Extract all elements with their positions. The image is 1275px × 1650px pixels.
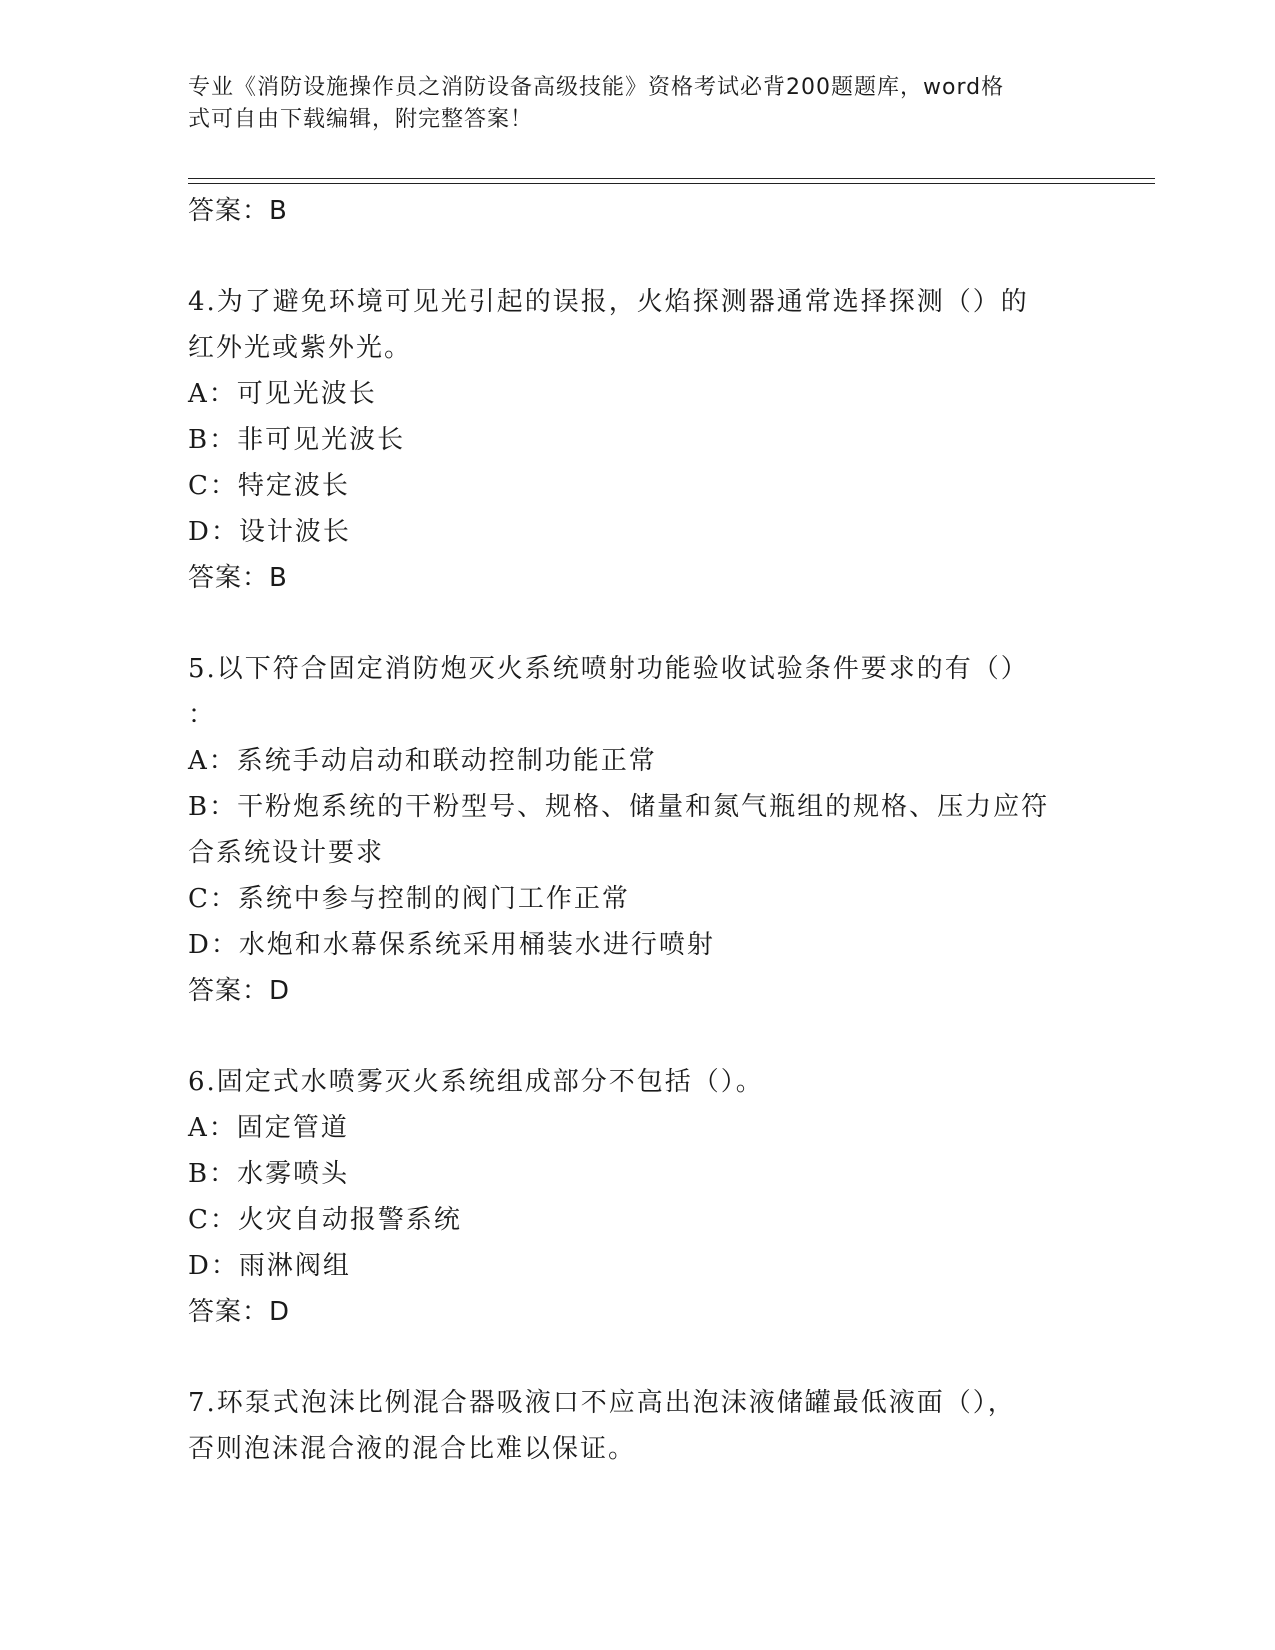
option-a: A：系统手动启动和联动控制功能正常 <box>188 746 657 776</box>
header-divider-bottom <box>188 183 1155 184</box>
question-7 <box>188 1380 1088 1472</box>
question-text: 4.为了避免环境可见光引起的误报，火焰探测器通常选择探测（）的 <box>188 287 1029 317</box>
question-4 <box>188 279 1088 601</box>
option-c: C：系统中参与控制的阀门工作正常 <box>188 884 630 914</box>
header-line-2: 式可自由下载编辑，附完整答案！ <box>188 107 534 132</box>
option-b: B：非可见光波长 <box>188 425 406 455</box>
option-a: A：可见光波长 <box>188 379 377 409</box>
option-d: D：设计波长 <box>188 517 351 547</box>
option-b-continued: 合系统设计要求 <box>188 838 385 868</box>
option-b: B：水雾喷头 <box>188 1159 350 1189</box>
document-header <box>188 72 1088 136</box>
answer-line: 答案：B <box>188 196 288 226</box>
header-divider-top <box>188 178 1155 179</box>
option-a: A：固定管道 <box>188 1113 349 1143</box>
question-5 <box>188 646 1088 1014</box>
question-text: ： <box>188 700 217 730</box>
question-text: 否则泡沫混合液的混合比难以保证。 <box>188 1434 637 1464</box>
answer-line: 答案：B <box>188 563 288 593</box>
answer-line: 答案：D <box>188 976 291 1006</box>
question-text: 7.环泵式泡沫比例混合器吸液口不应高出泡沫液储罐最低液面（）， <box>188 1388 1016 1418</box>
header-line-1: 专业《消防设施操作员之消防设备高级技能》资格考试必背200题题库，word格 <box>188 75 1005 100</box>
question-text: 5.以下符合固定消防炮灭火系统喷射功能验收试验条件要求的有（） <box>188 654 1029 684</box>
option-d: D：雨淋阀组 <box>188 1251 351 1281</box>
option-c: C：火灾自动报警系统 <box>188 1205 462 1235</box>
question-text: 6.固定式水喷雾灭火系统组成部分不包括（）。 <box>188 1067 764 1097</box>
question-6 <box>188 1059 1088 1335</box>
option-c: C：特定波长 <box>188 471 350 501</box>
question-list <box>188 188 1088 1472</box>
answer-line: 答案：D <box>188 1297 291 1327</box>
option-b: B：干粉炮系统的干粉型号、规格、储量和氮气瓶组的规格、压力应符 <box>188 792 1050 822</box>
option-d: D：水炮和水幕保系统采用桶装水进行喷射 <box>188 930 715 960</box>
question-text: 红外光或紫外光。 <box>188 333 413 363</box>
